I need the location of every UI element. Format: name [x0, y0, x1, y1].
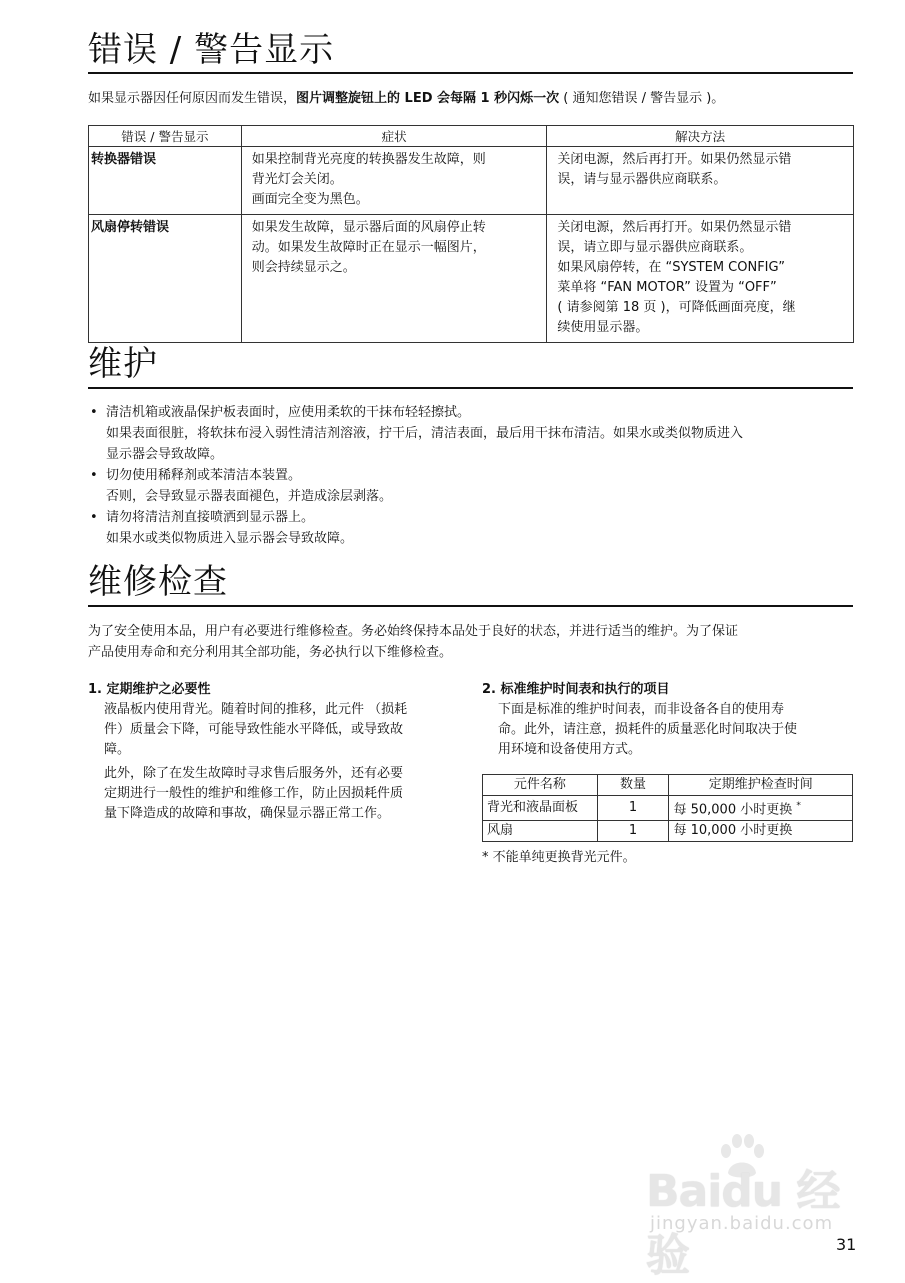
bullet-subtext: 如果表面很脏，将软抹布浸入弱性清洁剂溶液，拧干后，清洁表面，最后用干抹布清洁。如果水或类似物质进入: [106, 426, 744, 441]
interval-text: 每 50,000 小时更换: [673, 802, 793, 818]
bullet-subtext: 显示器会导致故障。: [106, 447, 224, 462]
errors-intro: [88, 88, 858, 109]
bullet-icon: •: [90, 405, 98, 420]
table-row: [89, 215, 854, 343]
page-number: 31: [836, 1235, 857, 1254]
error-name: 风扇停转错误: [89, 215, 242, 343]
section-title-maintenance: 维护: [88, 344, 158, 384]
error-table: [88, 125, 854, 343]
intro-text: 如果显示器因任何原因而发生错误，: [88, 91, 297, 106]
text-line: 为了安全使用本品，用户有必要进行维修检查。务必始终保持本品处于良好的状态，并进行适当的维护。为了保证: [88, 624, 739, 639]
column-header: 解决方法: [547, 126, 854, 147]
text-line: 用环境和设备使用方式。: [498, 742, 642, 757]
intro-text-end: ( 通知您错误 / 警告显示 )。: [559, 91, 725, 106]
bullet-text: 切勿使用稀释剂或苯清洁本装置。: [106, 468, 302, 483]
error-solution: [547, 147, 854, 215]
part-interval: [669, 796, 853, 821]
text-line: 如果控制背光亮度的转换器发生故障，则: [251, 152, 486, 167]
text-line: 关闭电源，然后再打开。如果仍然显示错: [557, 220, 792, 235]
bullet-text: 清洁机箱或液晶保护板表面时，应使用柔软的干抹布轻轻擦拭。: [106, 405, 471, 420]
inspection-intro: [88, 621, 858, 663]
footnote-mark: *: [796, 801, 801, 811]
list-item: [90, 402, 860, 423]
maintenance-list: [90, 402, 860, 549]
table-row: [483, 821, 853, 842]
text-line: 误，请立即与显示器供应商联系。: [557, 240, 753, 255]
part-name: 背光和液晶面板: [483, 796, 598, 821]
title-rule: [88, 387, 853, 389]
text-line: ( 请参阅第 18 页 )，可降低画面亮度，继: [557, 300, 796, 315]
text-line: 关闭电源，然后再打开。如果仍然显示错: [557, 152, 792, 167]
error-symptom: [241, 215, 547, 343]
part-name: 风扇: [483, 821, 598, 842]
title-rule: [88, 72, 853, 74]
bullet-icon: •: [90, 468, 98, 483]
text-line: 如果发生故障，显示器后面的风扇停止转: [251, 220, 486, 235]
column-header: 症状: [241, 126, 547, 147]
right-column: [482, 680, 857, 764]
title-rule: [88, 605, 853, 607]
left-column: [88, 680, 463, 828]
section-title-inspection: 维修检查: [88, 562, 228, 602]
footnote: * 不能单纯更换背光元件。: [482, 850, 636, 865]
paragraph: [104, 764, 463, 824]
list-item: [90, 465, 860, 486]
text-line: 命。此外，请注意，损耗件的质量恶化时间取决于使: [498, 722, 798, 737]
text-line: 液晶板内使用背光。随着时间的推移，此元件 （损耗: [104, 702, 408, 717]
baidu-watermark: [646, 1155, 856, 1281]
text-line: 画面完全变为黑色。: [251, 192, 369, 207]
text-line: 量下降造成的故障和事故，确保显示器正常工作。: [104, 806, 391, 821]
text-line: 动。如果发生故障时正在显示一幅图片，: [251, 240, 486, 255]
maintenance-schedule-table: [482, 774, 853, 842]
text-line: 误，请与显示器供应商联系。: [557, 172, 727, 187]
text-line: 如果风扇停转，在 “SYSTEM CONFIG”: [557, 260, 786, 275]
error-solution: [547, 215, 854, 343]
paragraph: [498, 700, 857, 760]
text-line: 产品使用寿命和充分利用其全部功能，务必执行以下维修检查。: [88, 645, 453, 660]
error-name: 转换器错误: [89, 147, 242, 215]
list-item: [90, 507, 860, 528]
bullet-subtext: 如果水或类似物质进入显示器会导致故障。: [106, 531, 354, 546]
bullet-text: 请勿将清洁剂直接喷洒到显示器上。: [106, 510, 315, 525]
part-quantity: 1: [597, 796, 669, 821]
text-line: 则会持续显示之。: [251, 260, 356, 275]
subsection-title: 1. 定期维护之必要性: [88, 682, 211, 697]
table-row: [483, 796, 853, 821]
intro-bold: 图片调整旋钮上的 LED 会每隔 1 秒闪烁一次: [296, 91, 560, 106]
watermark-url: jingyan.baidu.com: [650, 1213, 834, 1234]
column-header: 定期维护检查时间: [669, 775, 853, 796]
table-header-row: [89, 126, 854, 147]
text-line: 此外，除了在发生故障时寻求售后服务外，还有必要: [104, 766, 404, 781]
text-line: 背光灯会关闭。: [251, 172, 343, 187]
bullet-icon: •: [90, 510, 98, 525]
paragraph: [104, 700, 463, 760]
text-line: 定期进行一般性的维护和维修工作，防止因损耗件质: [104, 786, 404, 801]
interval-text: 每 10,000 小时更换: [673, 823, 793, 839]
part-interval: [669, 821, 853, 842]
table-row: [89, 147, 854, 215]
text-line: 菜单将 “FAN MOTOR” 设置为 “OFF”: [557, 280, 777, 295]
column-header: 错误 / 警告显示: [89, 126, 242, 147]
error-symptom: [241, 147, 547, 215]
part-quantity: 1: [597, 821, 669, 842]
column-header: 元件名称: [483, 775, 598, 796]
table-header-row: [483, 775, 853, 796]
text-line: 件）质量会下降，可能导致性能水平降低，或导致故: [104, 722, 404, 737]
section-title-errors: 错误 / 警告显示: [88, 30, 335, 70]
column-header: 数量: [597, 775, 669, 796]
watermark-logo: Baidu 经验: [646, 1166, 840, 1281]
text-line: 续使用显示器。: [557, 320, 649, 335]
text-line: 障。: [104, 742, 131, 757]
subsection-title: 2. 标准维护时间表和执行的项目: [482, 682, 670, 697]
bullet-subtext: 否则，会导致显示器表面褪色，并造成涂层剥落。: [106, 489, 393, 504]
text-line: 下面是标准的维护时间表，而非设备各自的使用寿: [498, 702, 785, 717]
